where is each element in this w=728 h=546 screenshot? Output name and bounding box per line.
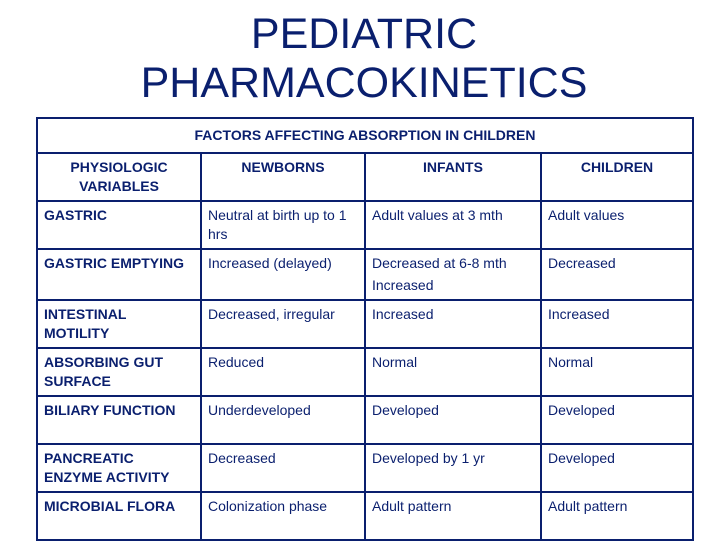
table-row (37, 396, 693, 444)
table-header-row (37, 153, 693, 201)
table-row (37, 201, 693, 249)
table-banner-row (37, 118, 693, 153)
infants-cell: Increased (365, 300, 541, 348)
children-cell: Developed (541, 396, 693, 444)
slide-title (0, 10, 728, 108)
newborns-cell: Reduced (201, 348, 365, 396)
title-line-1: PEDIATRIC (250, 10, 478, 58)
variable-cell: PANCREATIC ENZYME ACTIVITY (37, 444, 201, 492)
table-banner: FACTORS AFFECTING ABSORPTION IN CHILDREN (37, 118, 693, 153)
infants-cell: Developed by 1 yr (365, 444, 541, 492)
newborns-cell: Decreased, irregular (201, 300, 365, 348)
children-cell: Increased (541, 300, 693, 348)
variable-cell: ABSORBING GUT SURFACE (37, 348, 201, 396)
infants-cell-line-1: Decreased at 6-8 mth (372, 255, 507, 271)
table-row (37, 492, 693, 540)
children-cell: Normal (541, 348, 693, 396)
column-header: PHYSIOLOGIC VARIABLES (37, 153, 201, 201)
children-cell: Developed (541, 444, 693, 492)
children-cell: Decreased (541, 249, 693, 300)
column-header: CHILDREN (541, 153, 693, 201)
newborns-cell: Decreased (201, 444, 365, 492)
infants-cell-line-2: Increased (372, 277, 434, 293)
table-row (37, 300, 693, 348)
table-row (37, 348, 693, 396)
newborns-cell: Colonization phase (201, 492, 365, 540)
table-row (37, 444, 693, 492)
column-header: INFANTS (365, 153, 541, 201)
infants-cell: Developed (365, 396, 541, 444)
children-cell: Adult values (541, 201, 693, 249)
infants-cell (365, 249, 541, 300)
newborns-cell: Underdeveloped (201, 396, 365, 444)
infants-cell: Adult values at 3 mth (365, 201, 541, 249)
variable-cell: MICROBIAL FLORA (37, 492, 201, 540)
title-line-2: PHARMACOKINETICS (140, 59, 588, 107)
newborns-cell: Increased (delayed) (201, 249, 365, 300)
variable-cell: GASTRIC (37, 201, 201, 249)
variable-cell: GASTRIC EMPTYING (37, 249, 201, 300)
table-row (37, 249, 693, 300)
infants-cell: Adult pattern (365, 492, 541, 540)
infants-cell: Normal (365, 348, 541, 396)
variable-cell: INTESTINAL MOTILITY (37, 300, 201, 348)
absorption-factors-table (36, 117, 694, 541)
column-header: NEWBORNS (201, 153, 365, 201)
variable-cell: BILIARY FUNCTION (37, 396, 201, 444)
children-cell: Adult pattern (541, 492, 693, 540)
newborns-cell: Neutral at birth up to 1 hrs (201, 201, 365, 249)
